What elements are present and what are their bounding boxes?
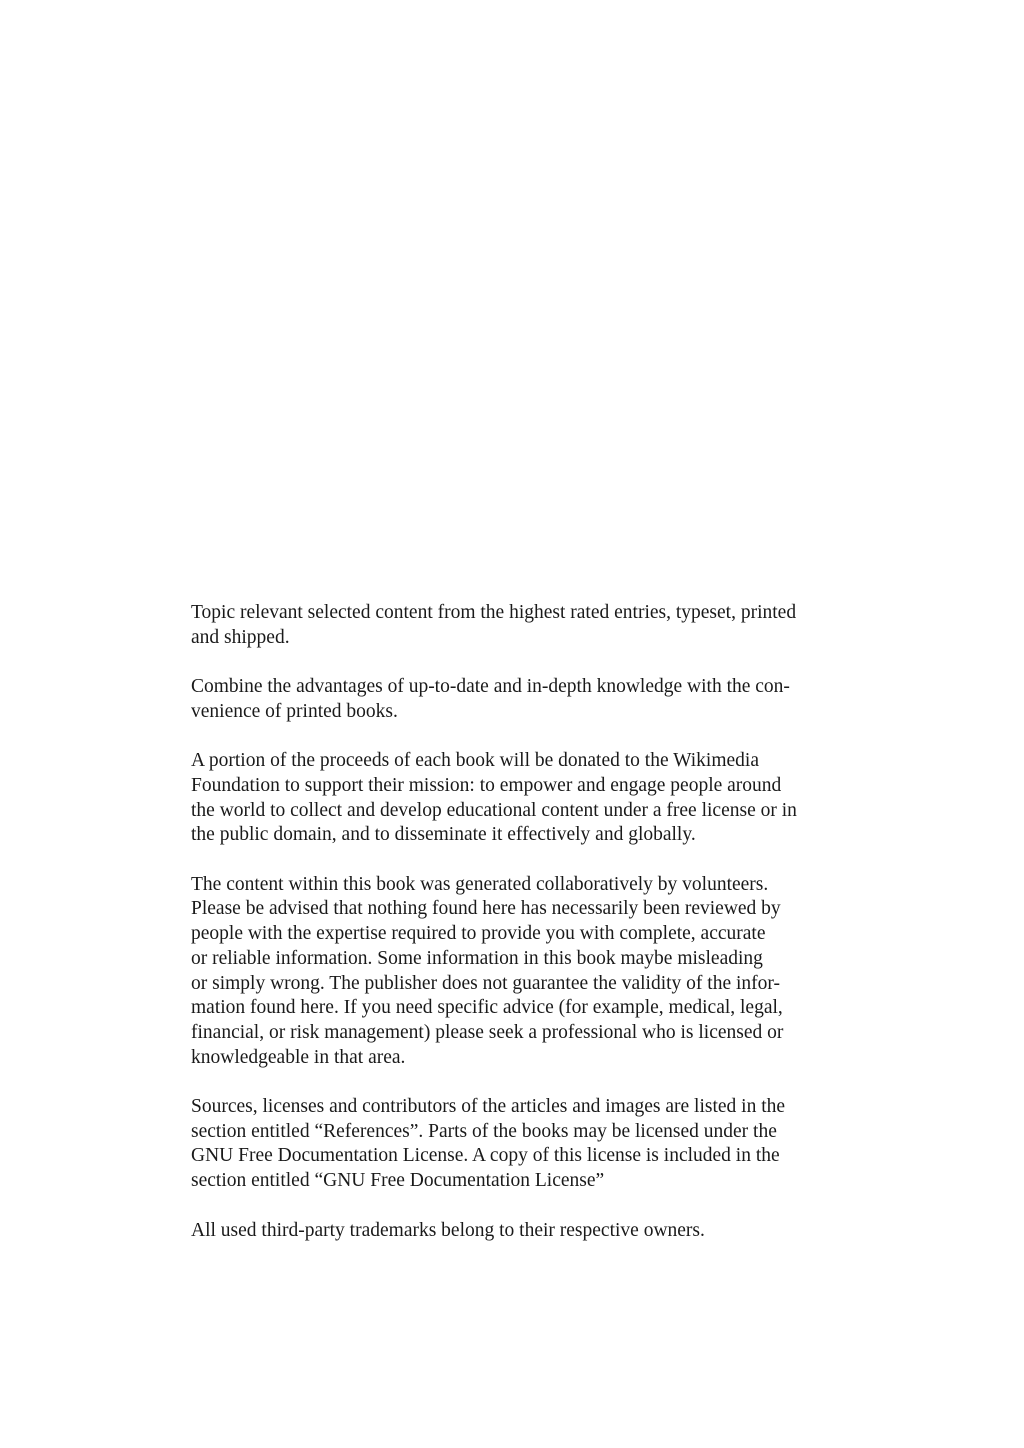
text-line: people with the expertise required to provide you with complete, accurate — [191, 923, 766, 945]
text-line: Please be advised that nothing found here has necessarily been reviewed by — [191, 898, 781, 920]
text-line: Sources, licenses and contributors of the articles and images are listed in the — [191, 1096, 786, 1117]
text-line: Topic relevant selected content from the highest rated entries, typeset, printed — [191, 602, 797, 623]
text-line: venience of printed books. — [191, 700, 398, 722]
paragraph-combine-advantages — [191, 675, 841, 724]
text-line: the public domain, and to disseminate it effectively and globally. — [191, 824, 696, 846]
text-line: The content within this book was generated collaboratively by volunteers. — [191, 873, 769, 895]
text-line: A portion of the proceeds of each book will be donated to the Wikimedia — [191, 750, 759, 772]
text-line: Combine the advantages of up-to-date and in-depth knowledge with the con- — [191, 676, 790, 698]
paragraph-topic-content — [191, 601, 841, 650]
text-line: financial, or risk management) please seek a professional who is licensed or — [191, 1021, 784, 1043]
text-line: Foundation to support their mission: to empower and engage people around — [191, 774, 782, 796]
paragraph-wikimedia-donation — [191, 749, 841, 848]
text-line: or simply wrong. The publisher does not guarantee the validity of the infor- — [191, 972, 780, 994]
text-line: and shipped. — [191, 626, 290, 648]
paragraph-trademarks — [191, 1219, 841, 1244]
text-line: section entitled “References”. Parts of the books may be licensed under the — [191, 1120, 777, 1142]
text-line: or reliable information. Some information in this book maybe misleading — [191, 947, 763, 969]
text-line: All used third-party trademarks belong to their respective owners. — [191, 1219, 705, 1241]
text-line: the world to collect and develop educational content under a free license or in — [191, 799, 797, 821]
paragraph-content-disclaimer — [191, 873, 841, 1071]
text-line: knowledgeable in that area. — [191, 1046, 406, 1068]
paragraph-sources-licenses — [191, 1095, 841, 1194]
text-line: GNU Free Documentation License. A copy of this license is included in the — [191, 1145, 780, 1167]
text-line: mation found here. If you need specific advice (for example, medical, legal, — [191, 997, 783, 1019]
text-line: section entitled “GNU Free Documentation License” — [191, 1170, 605, 1192]
disclaimer-text-block — [191, 601, 841, 1243]
